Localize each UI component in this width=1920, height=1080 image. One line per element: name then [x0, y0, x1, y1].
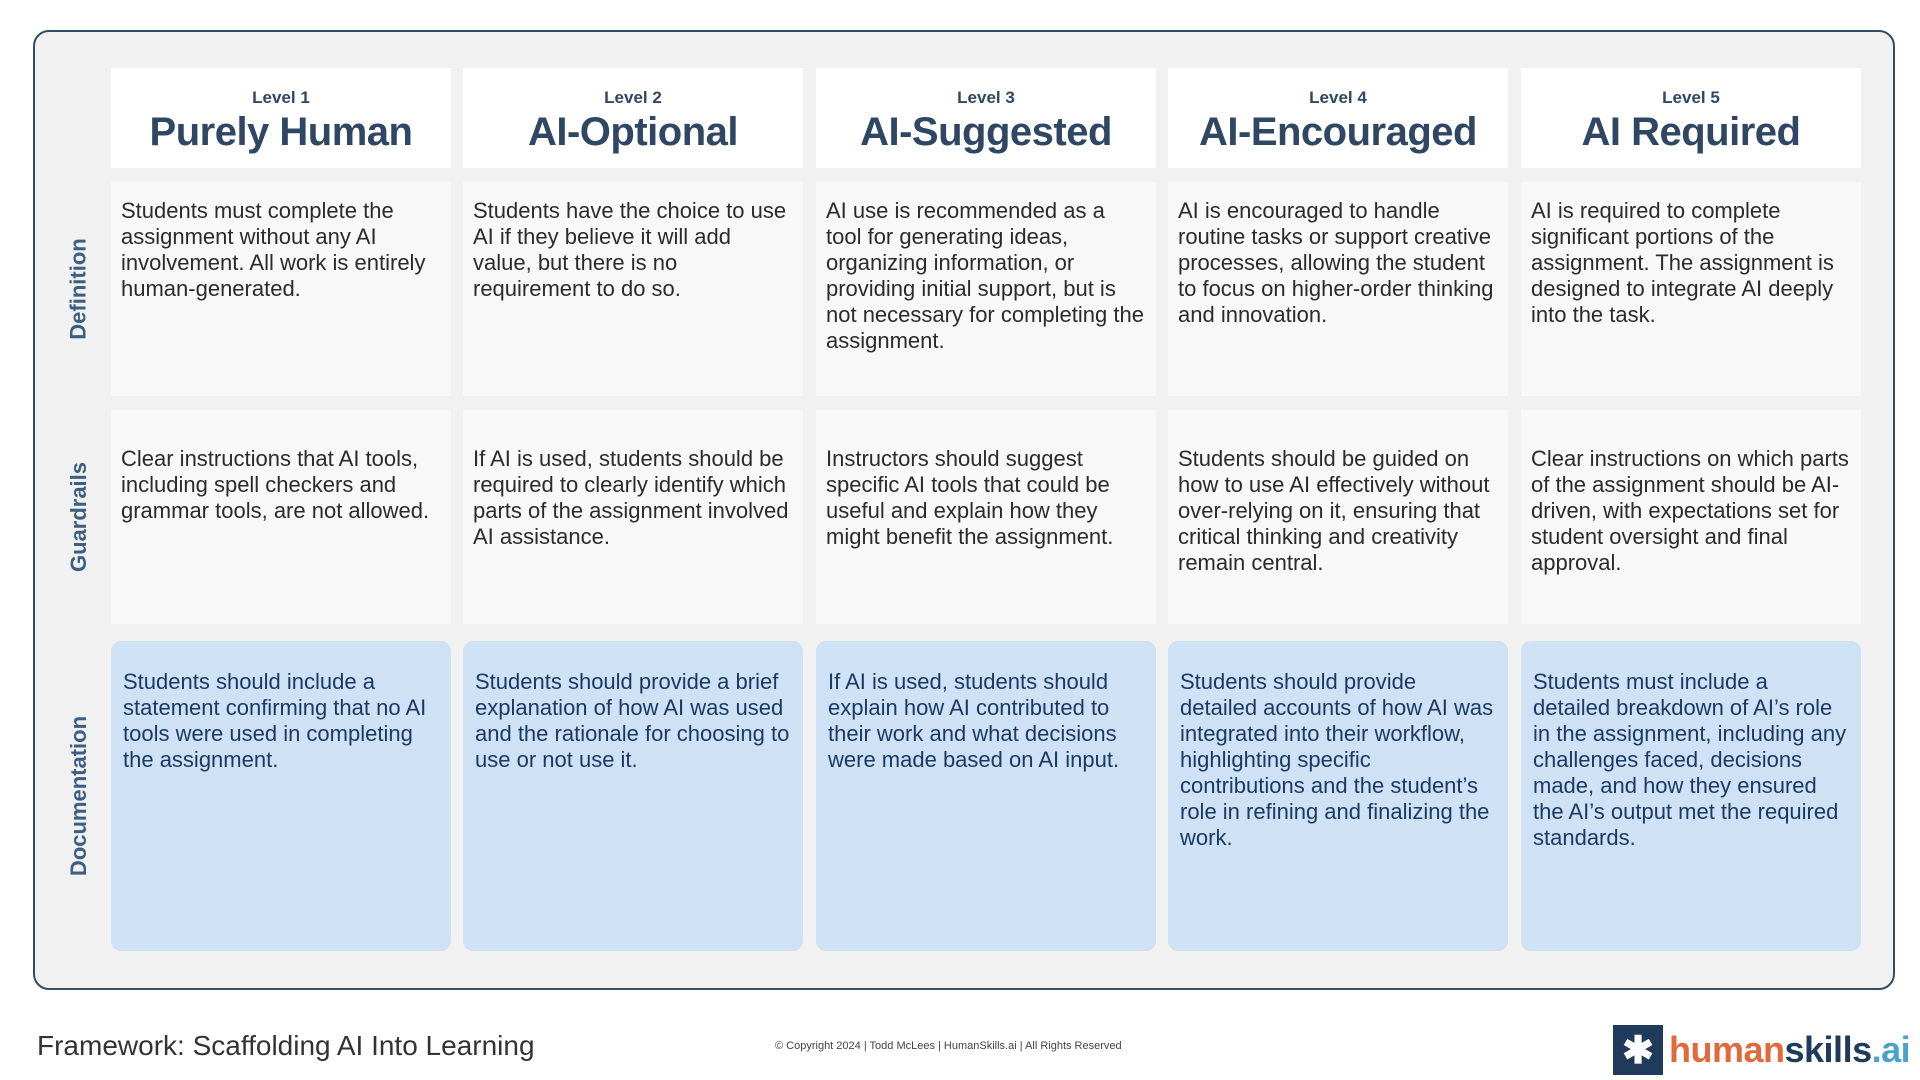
logo-wordmark	[1669, 1029, 1910, 1071]
documentation-cell: Students should include a statement confirming that no AI tools were used in completing the assignment.	[111, 641, 451, 951]
column-header	[463, 68, 803, 168]
level-title: AI-Suggested	[860, 110, 1112, 154]
asterisk-icon: ✱	[1613, 1025, 1663, 1075]
row-label-documentation-text: Documentation	[66, 715, 91, 877]
level-label: Level 1	[252, 88, 310, 107]
definition-cell: AI is encouraged to handle routine tasks or support creative processes, allowing the student to focus on higher-order thinking and innovation.	[1168, 182, 1508, 396]
level-title: Purely Human	[149, 110, 413, 154]
row-label-guardrails-text: Guardrails	[66, 461, 92, 573]
level-label: Level 5	[1662, 88, 1720, 107]
framework-title: Framework: Scaffolding AI Into Learning	[37, 1030, 535, 1061]
logo-word-human: human	[1669, 1029, 1785, 1070]
column-header	[816, 68, 1156, 168]
copyright-text: © Copyright 2024 | Todd McLees | HumanSkills.ai | All Rights Reserved	[775, 1040, 1122, 1052]
guardrails-cell: Clear instructions on which parts of the assignment should be AI-driven, with expectations set for student oversight and final approval.	[1521, 410, 1861, 624]
guardrails-cell: If AI is used, students should be required to clearly identify which parts of the assignment involved AI assistance.	[463, 410, 803, 624]
level-title: AI Required	[1581, 110, 1801, 154]
documentation-cell: Students should provide a brief explanation of how AI was used and the rationale for choosing to use or not use it.	[463, 641, 803, 951]
documentation-cell: If AI is used, students should explain how AI contributed to their work and what decisions were made based on AI input.	[816, 641, 1156, 951]
documentation-cell: Students should provide detailed accounts of how AI was integrated into their workflow, highlighting specific contributions and the student’s role in refining and finalizing the work.	[1168, 641, 1508, 951]
definition-cell: AI use is recommended as a tool for generating ideas, organizing information, or providing initial support, but is not necessary for completing the assignment.	[816, 182, 1156, 396]
column-header	[1521, 68, 1861, 168]
guardrails-cell: Clear instructions that AI tools, including spell checkers and grammar tools, are not allowed.	[111, 410, 451, 624]
column-header	[111, 68, 451, 168]
level-label: Level 2	[604, 88, 662, 107]
definition-cell: AI is required to complete significant portions of the assignment. The assignment is designed to integrate AI deeply into the task.	[1521, 182, 1861, 396]
level-title: AI-Encouraged	[1199, 110, 1477, 154]
guardrails-cell: Instructors should suggest specific AI tools that could be useful and explain how they might benefit the assignment.	[816, 410, 1156, 624]
documentation-cell: Students must include a detailed breakdown of AI’s role in the assignment, including any challenges faced, decisions made, and how they ensured the AI’s output met the required standards.	[1521, 641, 1861, 951]
row-label-definition-text: Definition	[66, 238, 91, 340]
definition-cell: Students must complete the assignment without any AI involvement. All work is entirely human-generated.	[111, 182, 451, 396]
level-label: Level 4	[1309, 88, 1367, 107]
column-header	[1168, 68, 1508, 168]
humanskills-logo	[1613, 1024, 1910, 1076]
guardrails-cell: Students should be guided on how to use AI effectively without over-relying on it, ensuring that critical thinking and creativity remain central.	[1168, 410, 1508, 624]
logo-word-skills: skills	[1784, 1029, 1872, 1070]
logo-word-ai: .ai	[1871, 1029, 1911, 1070]
level-title: AI-Optional	[527, 110, 739, 154]
level-label: Level 3	[957, 88, 1015, 107]
definition-cell: Students have the choice to use AI if they believe it will add value, but there is no requirement to do so.	[463, 182, 803, 396]
